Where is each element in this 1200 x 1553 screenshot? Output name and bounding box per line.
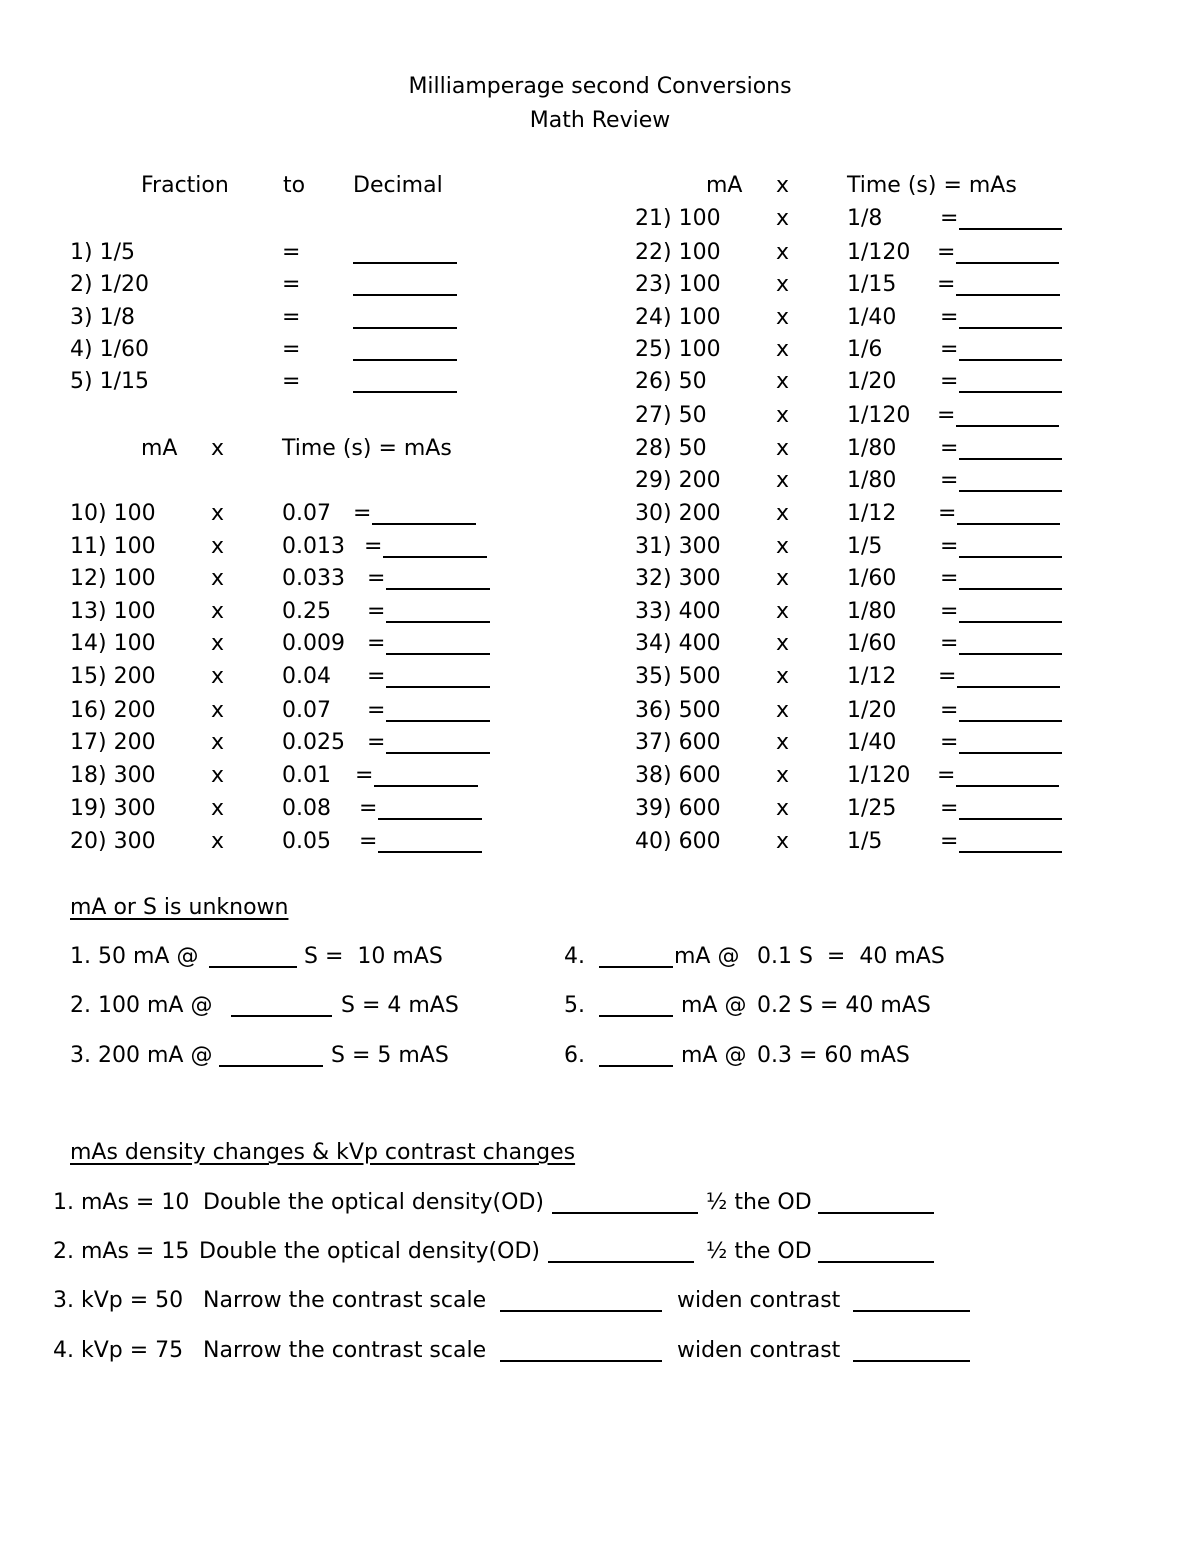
times-sign: x — [211, 664, 225, 689]
time-value: 1/15 — [847, 272, 897, 297]
ma-label: 34) 400 — [635, 631, 721, 656]
fraction-label: 3) 1/8 — [70, 305, 135, 330]
answer-blank[interactable] — [959, 490, 1062, 492]
decimal-header: Decimal — [353, 173, 443, 198]
times-sign: x — [776, 730, 790, 755]
answer-blank[interactable] — [386, 686, 490, 688]
ma-label: 24) 100 — [635, 305, 721, 330]
times-sign: x — [211, 796, 225, 821]
equals-sign: = — [937, 763, 956, 788]
time-value: 0.033 — [282, 566, 345, 591]
times-sign: x — [776, 369, 790, 394]
equals-sign: = — [282, 240, 301, 265]
equals-sign: = — [359, 829, 378, 854]
answer-blank[interactable] — [959, 621, 1062, 623]
contrast-q3-widen: widen contrast — [677, 1288, 841, 1313]
answer-blank[interactable] — [552, 1212, 698, 1214]
time-value: 0.013 — [282, 534, 345, 559]
ma-label: 14) 100 — [70, 631, 156, 656]
time-value: 0.04 — [282, 664, 331, 689]
equals-sign: = — [937, 403, 956, 428]
answer-blank[interactable] — [959, 556, 1062, 558]
contrast-q3-label: 3. kVp = 50 — [53, 1288, 184, 1313]
unknown-q1-rest: S = 10 mAS — [304, 944, 443, 969]
fraction-header: Fraction — [141, 173, 229, 198]
answer-blank[interactable] — [959, 228, 1062, 230]
equals-sign: = — [367, 698, 386, 723]
answer-blank[interactable] — [957, 686, 1060, 688]
time-value: 1/6 — [847, 337, 883, 362]
ma-label: 38) 600 — [635, 763, 721, 788]
time-value: 0.01 — [282, 763, 331, 788]
ma-label: 10) 100 — [70, 501, 156, 526]
answer-blank[interactable] — [599, 1065, 673, 1067]
answer-blank[interactable] — [959, 720, 1062, 722]
answer-blank[interactable] — [219, 1065, 323, 1067]
times-sign: x — [776, 337, 790, 362]
times-sign: x — [776, 305, 790, 330]
answer-blank[interactable] — [959, 359, 1062, 361]
ma-label: 12) 100 — [70, 566, 156, 591]
times-sign: x — [776, 534, 790, 559]
ma-label: 29) 200 — [635, 468, 721, 493]
equals-sign: = — [367, 664, 386, 689]
answer-blank[interactable] — [353, 327, 457, 329]
unknown-q5-mid: mA @ — [681, 993, 747, 1018]
times-sign: x — [211, 599, 225, 624]
equals-sign: = — [940, 698, 959, 723]
ma-label: 31) 300 — [635, 534, 721, 559]
equals-sign: = — [282, 305, 301, 330]
equals-sign: = — [940, 305, 959, 330]
density-q1-text: Double the optical density(OD) — [203, 1190, 544, 1215]
equals-sign: = — [940, 337, 959, 362]
answer-blank[interactable] — [959, 851, 1062, 853]
answer-blank[interactable] — [959, 327, 1062, 329]
density-q2-label: 2. mAs = 15 — [53, 1239, 190, 1264]
ma-label: 23) 100 — [635, 272, 721, 297]
answer-blank[interactable] — [599, 1015, 673, 1017]
answer-blank[interactable] — [957, 523, 1060, 525]
times-sign: x — [211, 763, 225, 788]
time-value: 1/20 — [847, 698, 897, 723]
equals-sign: = — [940, 599, 959, 624]
density-q2-text: Double the optical density(OD) — [199, 1239, 540, 1264]
time-value: 1/5 — [847, 534, 883, 559]
unknown-q1-label: 1. 50 mA @ — [70, 944, 199, 969]
answer-blank[interactable] — [386, 653, 490, 655]
ma-label: 25) 100 — [635, 337, 721, 362]
times-sign: x — [776, 566, 790, 591]
equals-sign: = — [940, 829, 959, 854]
answer-blank[interactable] — [959, 588, 1062, 590]
equals-sign: = — [940, 369, 959, 394]
equals-sign: = — [364, 534, 383, 559]
contrast-q4-text: Narrow the contrast scale — [203, 1338, 487, 1363]
equals-sign: = — [937, 272, 956, 297]
unknown-q2-rest: S = 4 mAS — [341, 993, 459, 1018]
times-sign: x — [776, 698, 790, 723]
unknown-q4-rest: 0.1 S = 40 mAS — [757, 944, 945, 969]
ma-label: 27) 50 — [635, 403, 707, 428]
times-sign: x — [776, 664, 790, 689]
answer-blank[interactable] — [599, 966, 673, 968]
time-value: 1/80 — [847, 599, 897, 624]
times-sign: x — [776, 240, 790, 265]
answer-blank[interactable] — [500, 1360, 662, 1362]
density-q1-label: 1. mAs = 10 — [53, 1190, 190, 1215]
ma-label: 26) 50 — [635, 369, 707, 394]
ma-label: 20) 300 — [70, 829, 156, 854]
time-header: Time (s) = mAs — [282, 436, 452, 461]
answer-blank[interactable] — [383, 556, 487, 558]
equals-sign: = — [353, 501, 372, 526]
unknown-q5-rest: 0.2 S = 40 mAS — [757, 993, 931, 1018]
answer-blank[interactable] — [378, 851, 482, 853]
equals-sign: = — [367, 566, 386, 591]
contrast-q4-label: 4. kVp = 75 — [53, 1338, 184, 1363]
equals-sign: = — [355, 763, 374, 788]
ma-label: 15) 200 — [70, 664, 156, 689]
time-value: 1/120 — [847, 403, 911, 428]
equals-sign: = — [940, 534, 959, 559]
times-sign: x — [211, 501, 225, 526]
ma-label: 30) 200 — [635, 501, 721, 526]
answer-blank[interactable] — [353, 359, 457, 361]
times-sign: x — [776, 272, 790, 297]
unknown-q5-label: 5. — [564, 993, 585, 1018]
time-value: 1/120 — [847, 240, 911, 265]
equals-sign: = — [938, 664, 957, 689]
density-heading: mAs density changes & kVp contrast changes — [70, 1140, 576, 1165]
time-value: 0.05 — [282, 829, 331, 854]
unknown-q6-mid: mA @ — [681, 1043, 747, 1068]
times-sign: x — [211, 631, 225, 656]
ma-label: 28) 50 — [635, 436, 707, 461]
answer-blank[interactable] — [959, 391, 1062, 393]
times-sign: x — [776, 829, 790, 854]
time-value: 1/12 — [847, 501, 897, 526]
times-sign: x — [776, 599, 790, 624]
contrast-q3-text: Narrow the contrast scale — [203, 1288, 487, 1313]
times-header: x — [776, 173, 790, 198]
equals-sign: = — [938, 501, 957, 526]
ma-header: mA — [141, 436, 178, 461]
equals-sign: = — [940, 436, 959, 461]
ma-label: 37) 600 — [635, 730, 721, 755]
times-sign: x — [776, 631, 790, 656]
time-value: 1/60 — [847, 566, 897, 591]
times-header: x — [211, 436, 225, 461]
answer-blank[interactable] — [353, 294, 457, 296]
ma-label: 39) 600 — [635, 796, 721, 821]
time-value: 0.07 — [282, 501, 331, 526]
equals-sign: = — [940, 631, 959, 656]
density-q2-half: ½ the OD — [706, 1239, 812, 1264]
worksheet-subtitle: Math Review — [529, 108, 671, 133]
equals-sign: = — [940, 730, 959, 755]
equals-sign: = — [359, 796, 378, 821]
time-value: 1/20 — [847, 369, 897, 394]
answer-blank[interactable] — [818, 1261, 934, 1263]
times-sign: x — [776, 501, 790, 526]
time-value: 1/80 — [847, 468, 897, 493]
equals-sign: = — [367, 599, 386, 624]
times-sign: x — [211, 534, 225, 559]
answer-blank[interactable] — [386, 588, 490, 590]
equals-sign: = — [282, 369, 301, 394]
unknown-q6-label: 6. — [564, 1043, 585, 1068]
equals-sign: = — [367, 730, 386, 755]
answer-blank[interactable] — [956, 294, 1060, 296]
ma-label: 22) 100 — [635, 240, 721, 265]
answer-blank[interactable] — [853, 1360, 970, 1362]
times-sign: x — [776, 796, 790, 821]
ma-label: 16) 200 — [70, 698, 156, 723]
answer-blank[interactable] — [956, 785, 1059, 787]
times-sign: x — [211, 730, 225, 755]
equals-sign: = — [940, 206, 959, 231]
answer-blank[interactable] — [853, 1310, 970, 1312]
equals-sign: = — [940, 796, 959, 821]
answer-blank[interactable] — [231, 1015, 332, 1017]
unknown-q4-mid: mA @ — [674, 944, 740, 969]
time-value: 1/25 — [847, 796, 897, 821]
equals-sign: = — [282, 337, 301, 362]
time-value: 0.07 — [282, 698, 331, 723]
ma-header: mA — [706, 173, 743, 198]
equals-sign: = — [282, 272, 301, 297]
time-value: 1/40 — [847, 730, 897, 755]
unknown-q6-rest: 0.3 = 60 mAS — [757, 1043, 910, 1068]
time-value: 1/12 — [847, 664, 897, 689]
equals-sign: = — [940, 468, 959, 493]
answer-blank[interactable] — [374, 785, 478, 787]
unknown-q4-label: 4. — [564, 944, 585, 969]
contrast-q4-widen: widen contrast — [677, 1338, 841, 1363]
answer-blank[interactable] — [956, 262, 1059, 264]
ma-label: 18) 300 — [70, 763, 156, 788]
time-value: 0.25 — [282, 599, 331, 624]
time-value: 1/60 — [847, 631, 897, 656]
answer-blank[interactable] — [378, 818, 482, 820]
answer-blank[interactable] — [353, 391, 457, 393]
times-sign: x — [776, 763, 790, 788]
ma-label: 32) 300 — [635, 566, 721, 591]
answer-blank[interactable] — [386, 720, 490, 722]
ma-label: 35) 500 — [635, 664, 721, 689]
times-sign: x — [776, 436, 790, 461]
time-value: 0.009 — [282, 631, 345, 656]
ma-label: 40) 600 — [635, 829, 721, 854]
answer-blank[interactable] — [956, 425, 1059, 427]
ma-label: 17) 200 — [70, 730, 156, 755]
fraction-label: 2) 1/20 — [70, 272, 149, 297]
ma-label: 11) 100 — [70, 534, 156, 559]
ma-label: 36) 500 — [635, 698, 721, 723]
time-value: 0.025 — [282, 730, 345, 755]
unknown-q3-rest: S = 5 mAS — [331, 1043, 449, 1068]
answer-blank[interactable] — [959, 653, 1062, 655]
fraction-label: 1) 1/5 — [70, 240, 135, 265]
answer-blank[interactable] — [372, 523, 476, 525]
time-header: Time (s) = mAs — [847, 173, 1017, 198]
to-header: to — [283, 173, 306, 198]
density-q1-half: ½ the OD — [706, 1190, 812, 1215]
time-value: 1/80 — [847, 436, 897, 461]
ma-label: 33) 400 — [635, 599, 721, 624]
unknown-q3-label: 3. 200 mA @ — [70, 1043, 213, 1068]
answer-blank[interactable] — [386, 621, 490, 623]
times-sign: x — [776, 403, 790, 428]
answer-blank[interactable] — [500, 1310, 662, 1312]
equals-sign: = — [937, 240, 956, 265]
times-sign: x — [211, 829, 225, 854]
fraction-label: 4) 1/60 — [70, 337, 149, 362]
answer-blank[interactable] — [386, 752, 490, 754]
times-sign: x — [211, 698, 225, 723]
times-sign: x — [211, 566, 225, 591]
time-value: 0.08 — [282, 796, 331, 821]
equals-sign: = — [940, 566, 959, 591]
times-sign: x — [776, 206, 790, 231]
time-value: 1/40 — [847, 305, 897, 330]
ma-label: 13) 100 — [70, 599, 156, 624]
time-value: 1/5 — [847, 829, 883, 854]
times-sign: x — [776, 468, 790, 493]
answer-blank[interactable] — [959, 458, 1062, 460]
ma-label: 19) 300 — [70, 796, 156, 821]
worksheet-title: Milliamperage second Conversions — [408, 74, 792, 99]
equals-sign: = — [367, 631, 386, 656]
unknown-heading: mA or S is unknown — [70, 895, 289, 920]
fraction-label: 5) 1/15 — [70, 369, 149, 394]
answer-blank[interactable] — [209, 966, 297, 968]
answer-blank[interactable] — [548, 1261, 694, 1263]
time-value: 1/120 — [847, 763, 911, 788]
answer-blank[interactable] — [353, 262, 457, 264]
answer-blank[interactable] — [818, 1212, 934, 1214]
time-value: 1/8 — [847, 206, 883, 231]
unknown-q2-label: 2. 100 mA @ — [70, 993, 213, 1018]
ma-label: 21) 100 — [635, 206, 721, 231]
answer-blank[interactable] — [959, 818, 1062, 820]
answer-blank[interactable] — [959, 752, 1062, 754]
